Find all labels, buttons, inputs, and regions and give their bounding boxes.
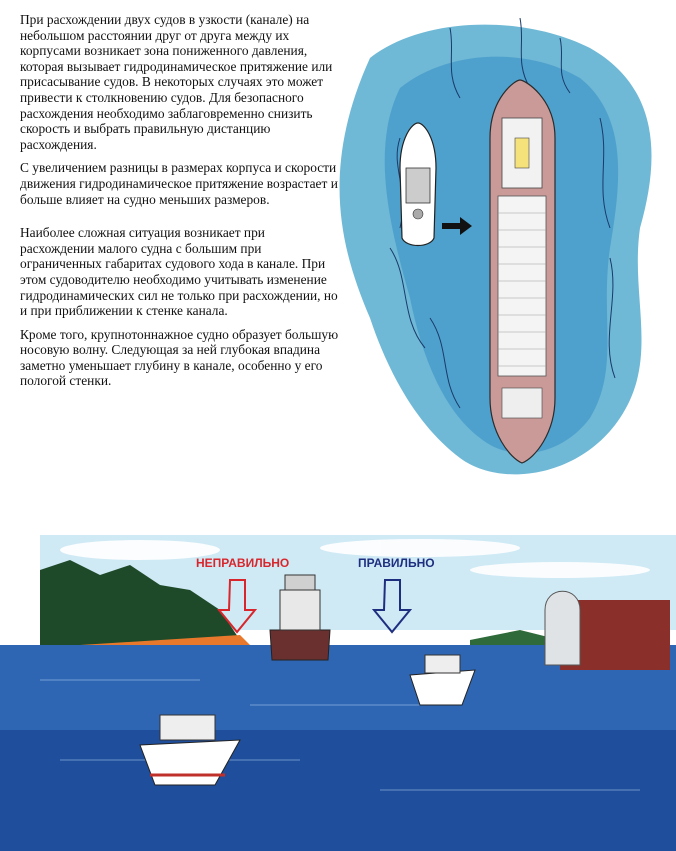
small-boat-topview: [400, 123, 436, 246]
right-label: ПРАВИЛЬНО: [358, 556, 435, 570]
paragraph-1: При расхождении двух судов в узкости (канале) на небольшом расстоянии друг от друга между их корпусами возникает зона пониженного давления, которая вызывает гидродинамическое притяжение или присасывание судов. В некоторых случаях это может привести к столкновению судов. Для безопасного расхождения необходимо заблаговременно снизить скорость и выбрать правильную дистанцию расхождения.: [20, 12, 333, 152]
building: [545, 591, 670, 670]
paragraph-4: Кроме того, крупнотоннажное судно образует большую носовую волну. Следующая за ней глубокая впадина заметно уменьшает глубину в канале, особенно у его пологой стенки.: [20, 326, 339, 389]
paragraph-3: Наиболее сложная ситуация возникает при расхождении малого судна с большим при ограниченных габаритах судового хода в канале. При этом судоводителю необходимо учитывать изменение гидродинамических сил не только при расхождении, но и при приближении к стенке канала.: [20, 225, 338, 319]
wrong-label: НЕПРАВИЛЬНО: [196, 556, 290, 570]
paragraph-2: С увеличением разницы в размерах корпуса и скорости движения гидродинамическое притяжение возрастает и больше влияет на судно меньших размеров.: [20, 160, 338, 207]
article-text: [20, 12, 342, 397]
canal-scene-illustration: [0, 530, 676, 851]
large-ship-topview: [490, 80, 555, 463]
overhead-passing-illustration: [330, 18, 676, 488]
